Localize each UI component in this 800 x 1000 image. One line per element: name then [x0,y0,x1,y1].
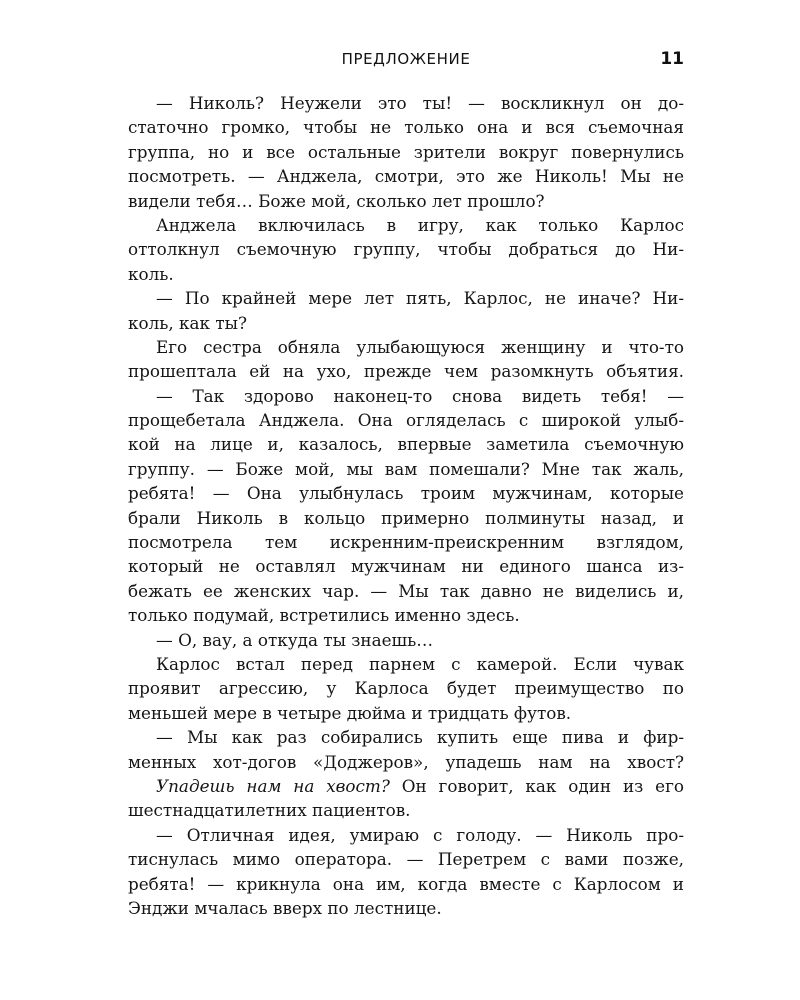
text-line [128,652,684,676]
line-text: ребята! — Она улыбнулась троим мужчинам, которые [128,483,684,504]
line-text: — Мы как раз собирались купить еще пива и фир- [156,727,684,748]
text-line [128,725,684,749]
line-text: шестнадцатилетних пациентов. [128,800,411,821]
line-text: проявит агрессию, у Карлоса будет преимущество по [128,678,684,699]
line-text: Он говорит, как один из его [389,775,685,796]
text-line [128,91,684,115]
line-text: Анджела включилась в игру, как только Карлос [156,214,684,235]
line-text: посмотреть. — Анджела, смотри, это же Николь! Мы не [128,166,684,187]
line-text: брали Николь в кольцо примерно полминуты назад, и [128,507,684,528]
text-line [128,481,684,505]
text-line [128,213,684,237]
line-text: меньшей мере в четыре дюйма и тридцать футов. [128,702,572,723]
text-line [128,359,684,383]
line-text: Карлос встал перед парнем с камерой. Если чувак [156,653,684,674]
line-text: — О, вау, а откуда ты знаешь… [156,629,434,650]
text-line [128,628,684,652]
line-text: менных хот-догов «Доджеров», упадешь нам на хвост? [128,751,684,772]
page-number: 11 [660,49,684,69]
text-line [128,311,684,335]
text-line [128,408,684,432]
running-header [128,48,684,72]
italic-phrase: Упадешь нам на хвост? [156,775,390,796]
text-line [128,554,684,578]
line-text: прощебетала Анджела. Она огляделась с широкой улыб- [128,410,684,431]
line-text: бежать ее женских чар. — Мы так давно не виделись и, [128,580,684,601]
line-text: тиснулась мимо оператора. — Перетрем с вами позже, [128,849,684,870]
line-text: Энджи мчалась вверх по лестнице. [128,897,442,918]
text-line [128,530,684,554]
text-line [128,286,684,310]
line-text: прошептала ей на ухо, прежде чем разомкнуть объятия. [128,361,684,382]
text-line [128,335,684,359]
line-text: кой на лице и, казалось, впервые заметила съемочную [128,434,684,455]
text-line [128,140,684,164]
text-line [128,262,684,286]
text-line [128,189,684,213]
text-line [128,750,684,774]
line-text: Его сестра обняла улыбающуюся женщину и что-то [156,336,684,357]
line-text: группа, но и все остальные зрители вокруг повернулись [128,141,684,162]
text-line [128,115,684,139]
text-line [128,896,684,920]
text-line [128,164,684,188]
line-text: оттолкнул съемочную группу, чтобы добраться до Ни- [128,239,684,260]
text-line [128,237,684,261]
text-line [128,457,684,481]
line-text: — Так здорово наконец-то снова видеть тебя! — [156,385,684,406]
text-line [128,823,684,847]
line-text: статочно громко, чтобы не только она и вся съемочная [128,117,684,138]
line-text: коль. [128,263,174,284]
text-line [128,676,684,700]
text-line [128,774,684,798]
line-text: который не оставлял мужчинам ни единого шанса из- [128,556,684,577]
line-text: группу. — Боже мой, мы вам помешали? Мне так жаль, [128,458,684,479]
text-line [128,384,684,408]
chapter-title: ПРЕДЛОЖЕНИЕ [341,50,471,68]
text-line [128,432,684,456]
text-line [128,872,684,896]
line-text: только подумай, встретились именно здесь. [128,605,520,626]
text-line [128,579,684,603]
line-text: — Отличная идея, умираю с голоду. — Николь про- [156,824,684,845]
line-text: посмотрела тем искренним-преискренним взглядом, [128,532,684,553]
line-text: видели тебя… Боже мой, сколько лет прошло? [128,190,545,211]
body-text [128,91,684,920]
text-line [128,798,684,822]
text-line [128,847,684,871]
text-line [128,506,684,530]
line-text: — По крайней мере лет пять, Карлос, не иначе? Ни- [156,288,684,309]
text-line [128,603,684,627]
text-line [128,701,684,725]
line-text: — Николь? Неужели это ты! — воскликнул он до- [156,93,684,113]
line-text: ребята! — крикнула она им, когда вместе с Карлосом и [128,873,684,894]
line-text: коль, как ты? [128,312,248,333]
